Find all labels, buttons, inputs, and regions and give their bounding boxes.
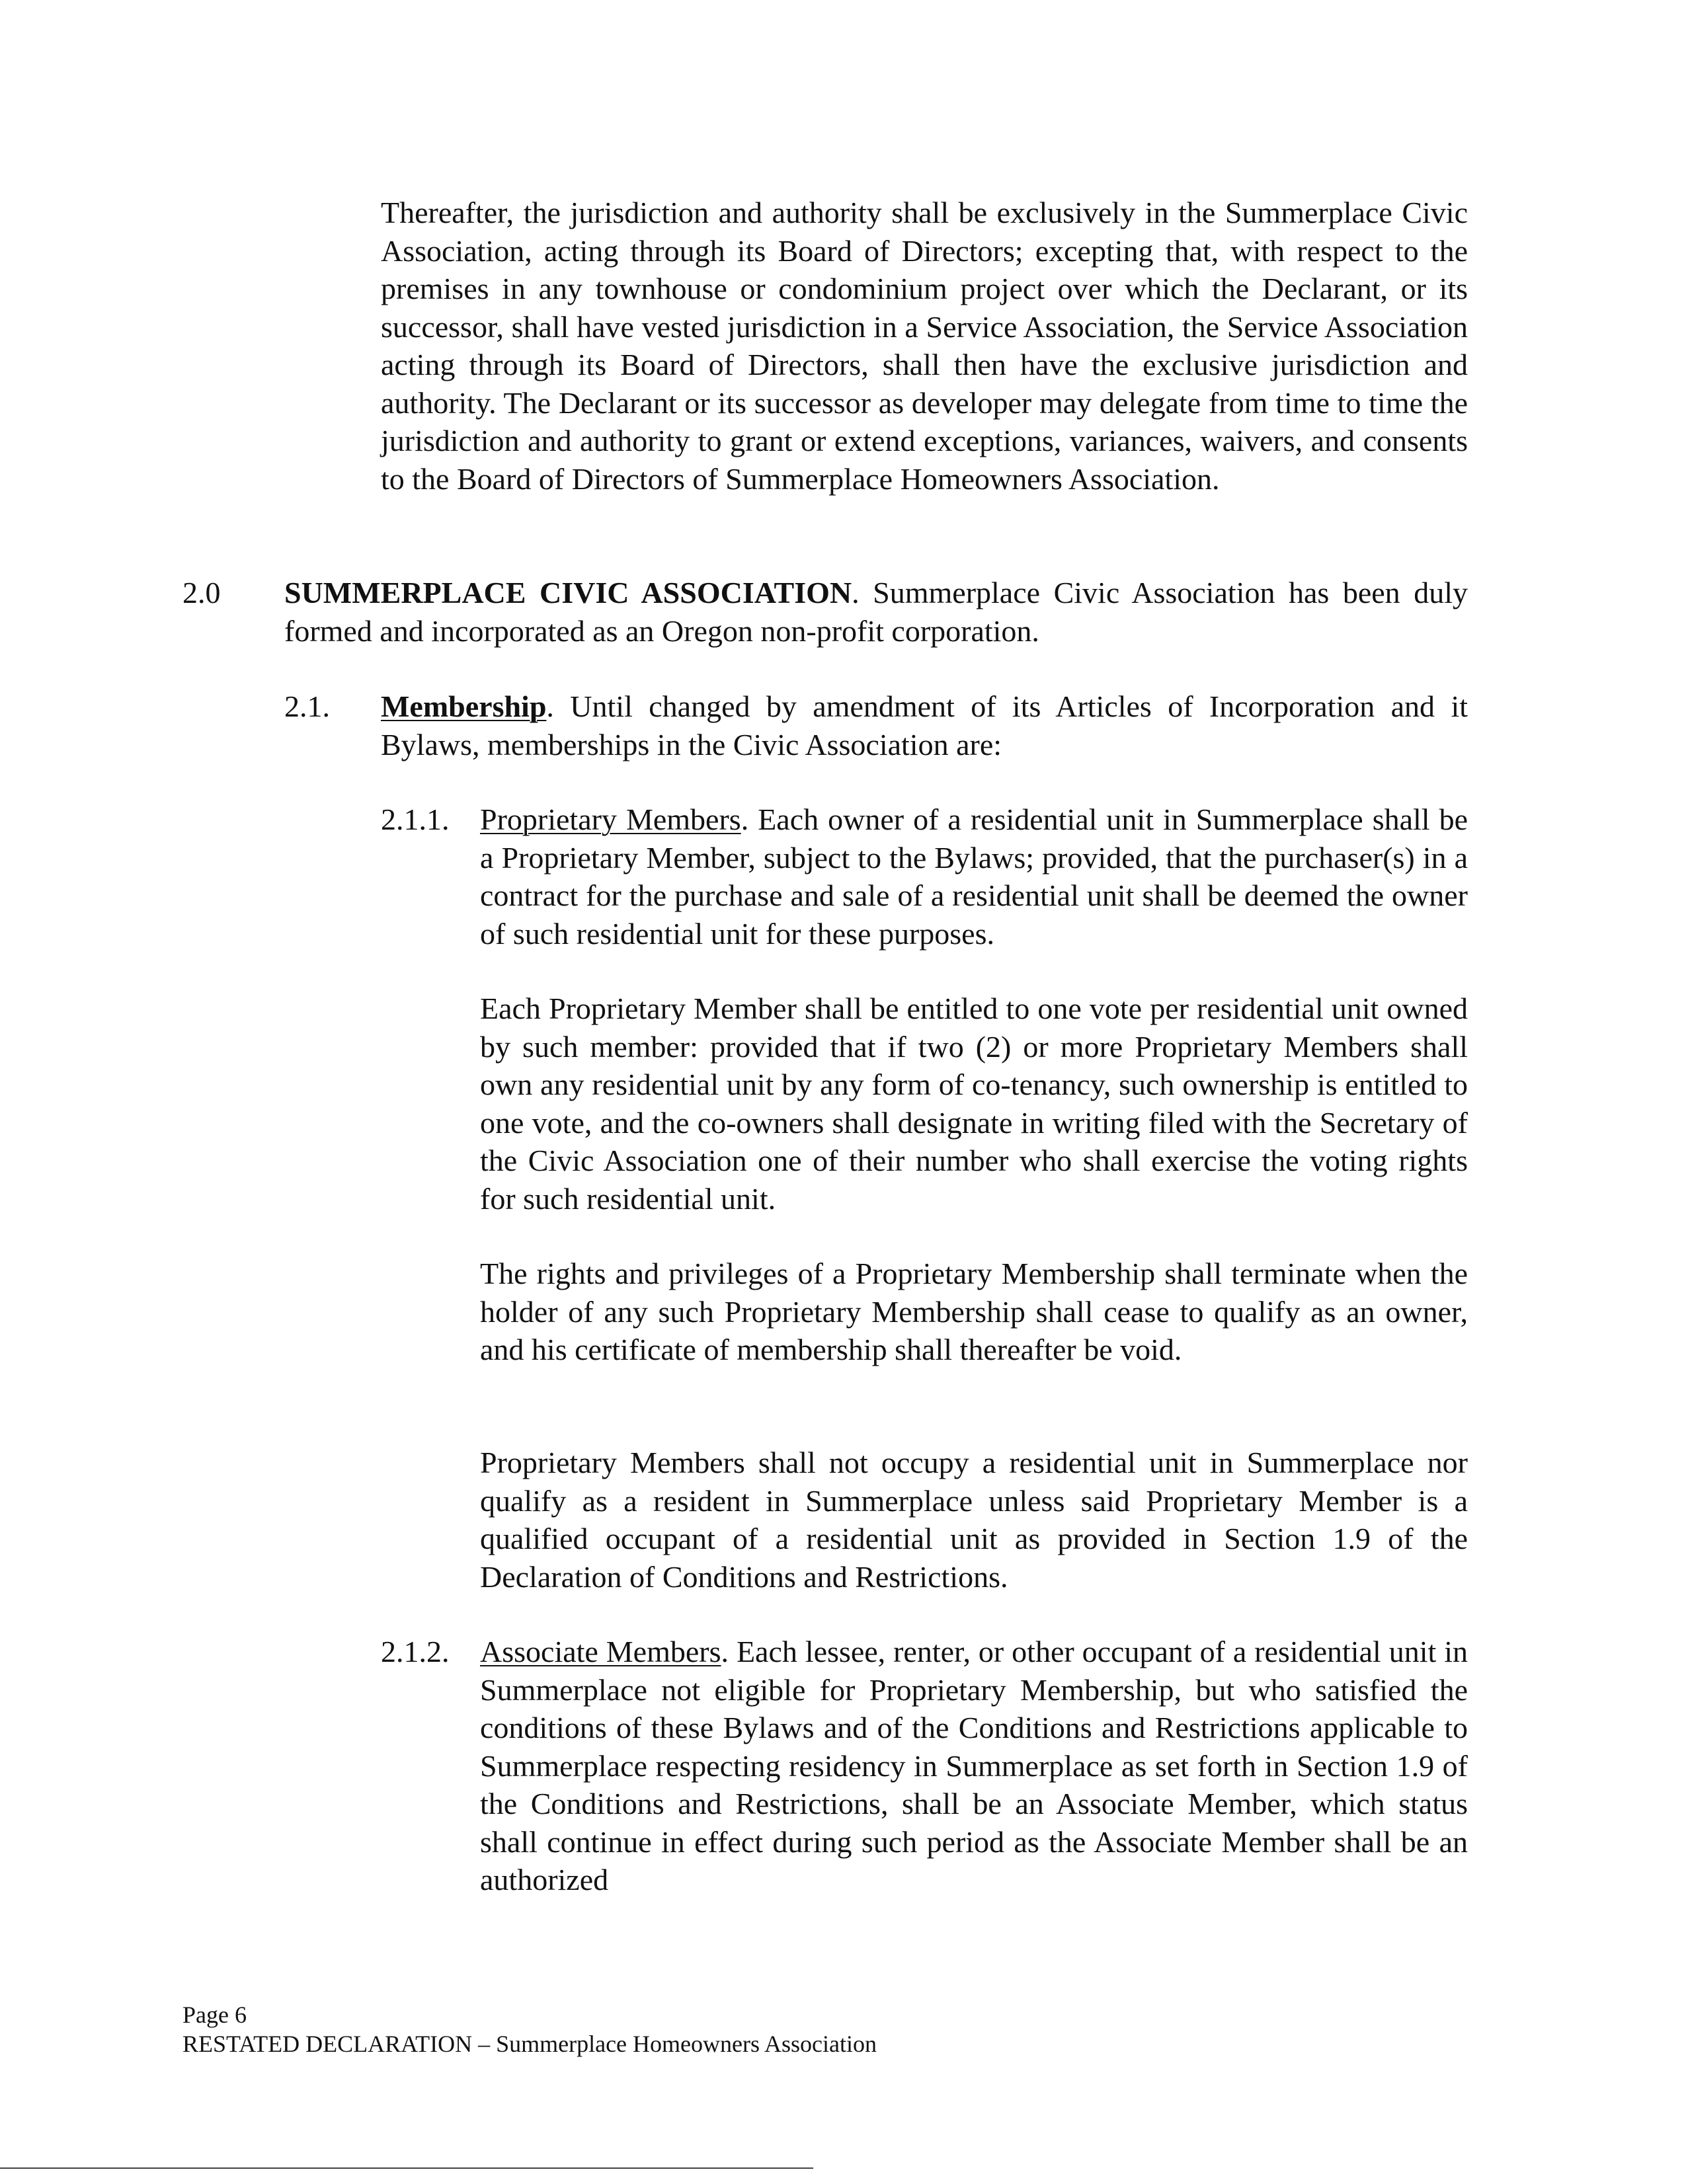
intro-paragraph: Thereafter, the jurisdiction and authority shall be exclusively in the Summerplace Civic Association, acting through its Board of Directors; excepting that, with respect to the premises in any townhouse or condominium project over which the Declarant, or its successor, shall have vested jurisdiction in a Service Association, the Service Association acting through its Board of Directors, shall then have the exclusive jurisdiction and authority. The Declarant or its successor as developer may delegate from time to time the jurisdiction and authority to grant or extend exceptions, variances, waivers, and consents to the Board of Directors of Summerplace Homeowners Association. — [381, 196, 1468, 496]
proprietary-termination-paragraph: The rights and privileges of a Proprietary Membership shall terminate when the holder of any such Proprietary Membership shall cease to qualify as an owner, and his certificate of membership shall thereafter be void. — [480, 1257, 1468, 1366]
section-2-1-1-heading: Proprietary Members — [480, 802, 741, 836]
section-2-1-1-number: 2.1.1. — [381, 802, 450, 836]
section-2-1-2-heading: Associate Members — [480, 1635, 721, 1668]
section-2-1-2-number: 2.1.2. — [381, 1635, 450, 1668]
section-2-1-1-paragraph — [480, 800, 1468, 953]
footer-document-title: RESTATED DECLARATION – Summerplace Homeowners Association — [182, 2031, 877, 2057]
section-2-0-paragraph — [284, 574, 1468, 650]
section-2-1-paragraph — [381, 687, 1468, 763]
section-2-0-text: . Summerplace Civic Association has been duly formed and incorporated as an Oregon non-profit corporation. — [284, 576, 1468, 648]
section-2-1-text: . Until changed by amendment of its Articles of Incorporation and it Bylaws, memberships in the Civic Association are: — [381, 689, 1468, 761]
proprietary-voting-paragraph: Each Proprietary Member shall be entitled to one vote per residential unit owned by such member: provided that if two (2) or more Proprietary Members shall own any residential unit by any form of co-tenancy, such ownership is entitled to one vote, and the co-owners shall designate in writing filed with the Secretary of the Civic Association one of their number who shall exercise the voting rights for such residential unit. — [480, 992, 1468, 1216]
section-2-0-number: 2.0 — [182, 576, 221, 609]
section-2-1-2-paragraph — [480, 1633, 1468, 1899]
section-2-1-heading: Membership — [381, 689, 547, 723]
footer-page-number: Page 6 — [182, 2002, 247, 2028]
section-2-1-number: 2.1. — [284, 689, 330, 723]
section-2-1-1-text: . Each owner of a residential unit in Summerplace shall be a Proprietary Member, subject to the Bylaws; provided, that the purchaser(s) in a contract for the purchase and sale of a residential unit shall be deemed the owner of such residential unit for these purposes. — [480, 802, 1468, 951]
proprietary-occupancy-paragraph: Proprietary Members shall not occupy a residential unit in Summerplace nor qualify as a resident in Summerplace unless said Proprietary Member is a qualified occupant of a residential unit as provided in Section 1.9 of the Declaration of Conditions and Restrictions. — [480, 1446, 1468, 1594]
section-2-1-2-text: . Each lessee, renter, or other occupant of a residential unit in Summerplace not eligible for Proprietary Membership, but who satisfied the conditions of these Bylaws and of the Conditions and Restrictions applicable to Summerplace respecting residency in Summerplace as set forth in Section 1.9 of the Conditions and Restrictions, shall be an Associate Member, which status shall continue in effect during such period as the Associate Member shall be an authorized — [480, 1635, 1468, 1896]
section-2-0-heading: SUMMERPLACE CIVIC ASSOCIATION — [284, 576, 852, 609]
footer-divider — [0, 2167, 813, 2169]
